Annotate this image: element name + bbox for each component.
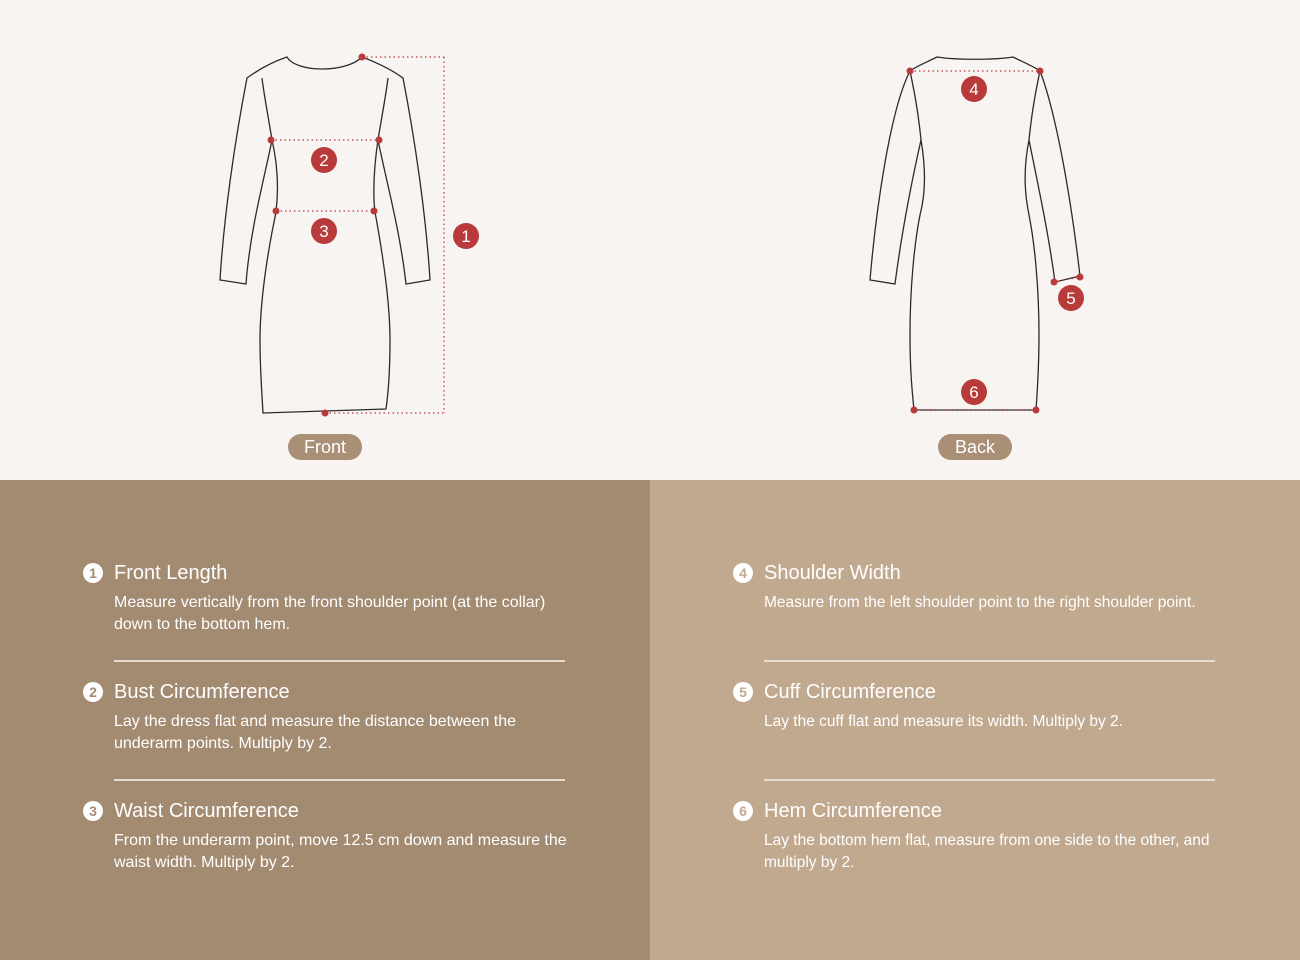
marker-1-label: 1 <box>461 227 471 246</box>
measurement-title-6: Hem Circumference <box>764 800 942 822</box>
measurement-number-5: 5 <box>733 682 753 702</box>
measurement-item-5 <box>739 679 1234 733</box>
divider <box>764 779 1215 781</box>
measurement-number-1: 1 <box>83 563 103 583</box>
measurement-description-1: Measure vertically from the front shoulder point (at the collar) down to the bottom hem. <box>114 594 546 633</box>
marker-badge-3 <box>311 218 337 244</box>
measurement-item-6 <box>739 798 1234 874</box>
marker-badge-1 <box>453 223 479 249</box>
marker-2-label: 2 <box>319 151 329 170</box>
measurement-description-4: Measure from the left shoulder point to the right shoulder point. <box>764 594 1196 611</box>
back-view-label: Back <box>938 434 1012 460</box>
marker-badge-5 <box>1058 285 1084 311</box>
measurement-description-6: Lay the bottom hem flat, measure from one side to the other, and multiply by 2. <box>764 832 1210 871</box>
measurement-description-2: Lay the dress flat and measure the distance between the underarm points. Multiply by 2. <box>114 713 517 752</box>
marker-3-label: 3 <box>319 222 329 241</box>
back-measurements-panel <box>650 480 1300 960</box>
divider <box>114 660 565 662</box>
divider <box>114 779 565 781</box>
front-measurements-panel <box>0 480 650 960</box>
measurement-description-3: From the underarm point, move 12.5 cm down and measure the waist width. Multiply by 2. <box>114 832 567 871</box>
measurement-number-2: 2 <box>83 682 103 702</box>
measurement-description-5: Lay the cuff flat and measure its width. Multiply by 2. <box>764 713 1123 730</box>
measurement-number-4: 4 <box>733 563 753 583</box>
back-measure-points <box>907 68 1084 414</box>
measurement-item-3 <box>89 798 584 874</box>
marker-badge-4 <box>961 76 987 102</box>
front-measure-lines <box>271 57 444 413</box>
marker-badge-2 <box>311 147 337 173</box>
marker-6-label: 6 <box>969 383 979 402</box>
marker-badge-6 <box>961 379 987 405</box>
measurement-item-4 <box>739 560 1234 614</box>
measurement-title-5: Cuff Circumference <box>764 681 936 703</box>
back-dress-outline <box>870 57 1080 410</box>
measurement-number-6: 6 <box>733 801 753 821</box>
measurement-item-2 <box>89 679 584 755</box>
measurement-title-1: Front Length <box>114 562 228 584</box>
measurement-title-4: Shoulder Width <box>764 562 901 584</box>
measurement-title-2: Bust Circumference <box>114 681 290 703</box>
measurement-item-1 <box>89 560 584 636</box>
marker-5-label: 5 <box>1066 289 1076 308</box>
measurement-number-3: 3 <box>83 801 103 821</box>
divider <box>764 660 1215 662</box>
front-view-label: Front <box>288 434 362 460</box>
measurement-title-3: Waist Circumference <box>114 800 299 822</box>
marker-4-label: 4 <box>969 80 979 99</box>
